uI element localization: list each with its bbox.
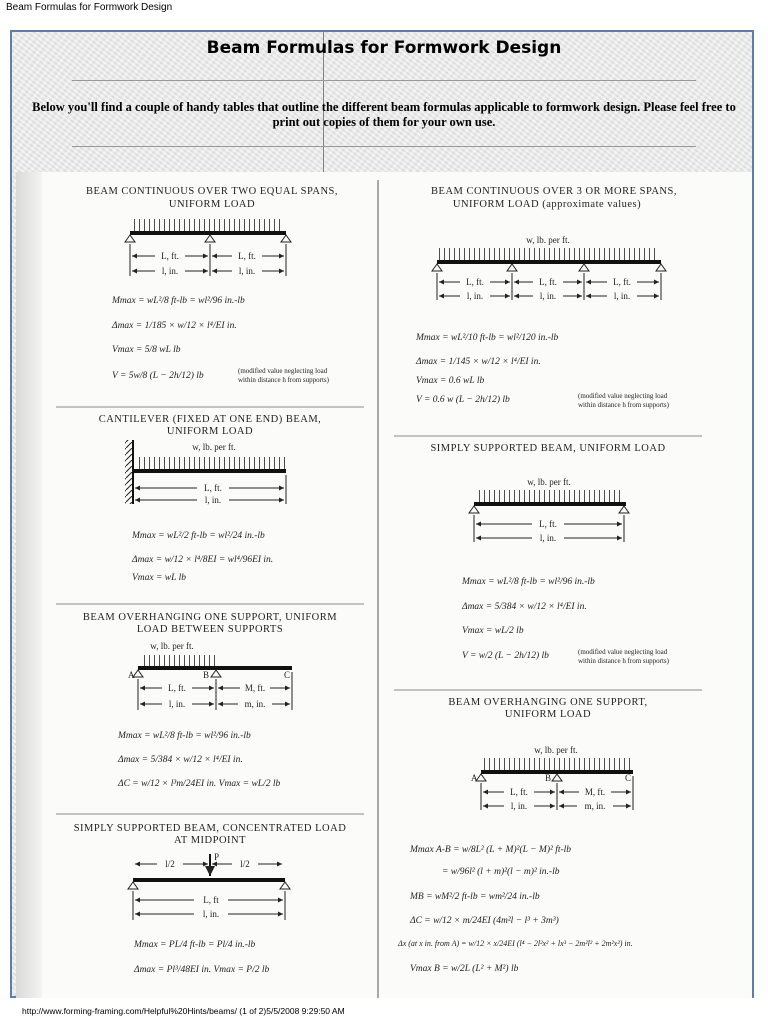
- section-title: BEAM CONTINUOUS OVER 3 OR MORE SPANS,: [431, 186, 677, 197]
- section-title: LOAD BETWEEN SUPPORTS: [136, 624, 284, 635]
- beam-formulas-scan: [42, 172, 752, 998]
- dim-label: l, in.: [204, 495, 222, 505]
- formula: Vmax = 5/8 wL lb: [112, 345, 181, 355]
- dim-label: L, ft.: [466, 277, 484, 287]
- status-bar-url: http://www.forming-framing.com/Helpful%20Hints/beams/ (1 of 2)5/5/2008 9:29:50 AM: [22, 1006, 345, 1016]
- dim-label: L, ft.: [539, 519, 557, 529]
- scan-edge-shadow: [16, 172, 42, 998]
- supports: [432, 264, 666, 271]
- section-simply-uniform: [430, 443, 669, 665]
- point-label: B: [203, 670, 210, 680]
- dim-label: l, in.: [202, 909, 220, 919]
- dim-label: l, in.: [161, 266, 179, 276]
- section-two-spans: [86, 186, 338, 384]
- uniform-load: [483, 758, 631, 770]
- formula: Δmax = 5/384 × w/12 × l⁴/EI in.: [118, 755, 243, 765]
- section-title: UNIFORM LOAD: [166, 426, 254, 437]
- window-title: Beam Formulas for Formwork Design: [6, 2, 173, 13]
- formula: Mmax = wL²/8 ft-lb = wl²/96 in.-lb: [112, 296, 245, 306]
- dim-label: l, in.: [466, 291, 484, 301]
- formula: V = 0.6 w (L − 2h/12) lb: [416, 395, 510, 405]
- section-title: BEAM OVERHANGING ONE SUPPORT,: [448, 697, 648, 708]
- note: (modified value neglecting load: [578, 392, 668, 400]
- formula: V = 5w/8 (L − 2h/12) lb: [112, 371, 204, 381]
- dim-label: L, ft.: [204, 483, 222, 493]
- beam: [474, 502, 626, 506]
- uniform-load: [140, 655, 216, 666]
- formula: = w/96l² (l + m)²(l − m)² in.-lb: [442, 867, 560, 877]
- section-title: AT MIDPOINT: [173, 835, 247, 846]
- section-title: UNIFORM LOAD (approximate values): [452, 199, 642, 210]
- dim-label: M, ft.: [244, 683, 266, 693]
- dim-label: m, in.: [244, 699, 266, 709]
- formula: Vmax = wL/2 lb: [462, 626, 524, 636]
- uniform-load: [136, 457, 286, 469]
- point-label: C: [625, 773, 632, 783]
- dim-label: L, ft.: [161, 251, 179, 261]
- dim-label: l, in.: [613, 291, 631, 301]
- beam: [133, 469, 286, 473]
- formula: Mmax = wL²/8 ft-lb = wl²/96 in.-lb: [118, 731, 251, 741]
- formula: ΔC = w/12 × m/24EI (4m²l − l³ + 3m³): [410, 916, 559, 926]
- dim-label: l, in.: [168, 699, 186, 709]
- load-label: w, lb. per ft.: [534, 745, 578, 755]
- dim-label: L, ft.: [168, 683, 186, 693]
- divider-bottom: [72, 146, 696, 147]
- section-cantilever: [99, 414, 322, 583]
- page-title: Beam Formulas for Formwork Design: [206, 38, 562, 58]
- dim-label: L, ft.: [238, 251, 256, 261]
- beam: [133, 878, 285, 882]
- point-label: B: [545, 773, 552, 783]
- formula: MB = wM²/2 ft-lb = wm²/24 in.-lb: [410, 892, 540, 902]
- note: within distance h from supports): [578, 401, 669, 409]
- supports: [125, 235, 291, 242]
- dim-label: l, in.: [539, 533, 557, 543]
- formula: V = w/2 (L − 2h/12) lb: [462, 651, 549, 661]
- formula: Δmax = 1/145 × w/12 × l⁴/EI in.: [416, 357, 541, 367]
- supports: [469, 506, 629, 513]
- formula: Δmax = 5/384 × w/12 × l⁴/EI in.: [462, 602, 587, 612]
- load-label: w, lb. per ft.: [527, 477, 571, 487]
- load-label: w, lb. per ft.: [526, 235, 570, 245]
- section-title: UNIFORM LOAD: [168, 199, 256, 210]
- load-label: w, lb. per ft.: [192, 442, 236, 452]
- dim-label: l/2: [165, 859, 175, 869]
- dim-label: L, ft.: [510, 787, 528, 797]
- wall: [125, 440, 133, 504]
- section-title: SIMPLY SUPPORTED BEAM, CONCENTRATED LOAD: [73, 823, 347, 834]
- formula: Mmax = wL²/10 ft-lb = wl²/120 in.-lb: [416, 333, 559, 343]
- formula: Δmax = w/12 × l⁴/8EI = wl⁴/96EI in.: [132, 555, 274, 565]
- section-title: BEAM OVERHANGING ONE SUPPORT, UNIFORM: [82, 612, 338, 623]
- dim-label: l, in.: [238, 266, 256, 276]
- section-title: BEAM CONTINUOUS OVER TWO EQUAL SPANS,: [85, 186, 339, 197]
- note: within distance h from supports): [578, 657, 669, 665]
- uniform-load: [132, 219, 284, 231]
- beam: [130, 231, 286, 235]
- formula: ΔC = w/12 × l³m/24EI in. Vmax = wL/2 lb: [118, 779, 281, 789]
- divider-top: [72, 80, 696, 81]
- section-concentrated: [74, 823, 347, 975]
- dim-label: l, in.: [510, 801, 528, 811]
- dim-label: l/2: [240, 859, 250, 869]
- dim-label: m, in.: [584, 801, 606, 811]
- formula: Vmax = wL lb: [132, 573, 187, 583]
- uniform-load: [476, 490, 624, 502]
- point-label: C: [284, 670, 291, 680]
- formula: Vmax B = w/2L (L² + M²) lb: [410, 964, 519, 974]
- intro-text: Below you'll find a couple of handy tables that outline the different beam formulas applicable to formwork design. Please feel free to print out copies of them for your own use.: [32, 100, 736, 129]
- section-overhang-between: [83, 612, 337, 789]
- formula: Δx (at x in. from A) = w/12 × x/24EI (l⁴ − 2l²x² + lx³ − 2m²l² + 2m²x²) in.: [398, 939, 633, 948]
- beam: [138, 666, 292, 670]
- point-label: A: [128, 670, 135, 680]
- section-title: UNIFORM LOAD: [504, 709, 592, 720]
- section-three-spans: [415, 186, 677, 409]
- formula: Vmax = 0.6 wL lb: [416, 376, 485, 386]
- beam: [437, 260, 661, 264]
- note: within distance h from supports): [238, 376, 329, 384]
- point-label: A: [471, 773, 478, 783]
- section-title: CANTILEVER (FIXED AT ONE END) BEAM,: [98, 414, 322, 425]
- formula: Δmax = 1/185 × w/12 × l⁴/EI in.: [112, 321, 237, 331]
- note: (modified value neglecting load: [578, 648, 668, 656]
- dim-label: M, ft.: [584, 787, 606, 797]
- load-label: w, lb. per ft.: [150, 641, 194, 651]
- supports: [128, 882, 290, 889]
- uniform-load: [439, 248, 659, 260]
- formula: Δmax = Pl³/48EI in. Vmax = P/2 lb: [134, 965, 270, 975]
- load-label: P: [214, 852, 220, 862]
- dim-label: L, ft.: [539, 277, 557, 287]
- section-title: SIMPLY SUPPORTED BEAM, UNIFORM LOAD: [430, 443, 666, 454]
- note: (modified value neglecting load: [238, 367, 328, 375]
- formula: Mmax = wL²/2 ft-lb = wl²/24 in.-lb: [132, 531, 265, 541]
- formula: Mmax = PL/4 ft-lb = Pl/4 in.-lb: [134, 940, 256, 950]
- dim-label: L, ft: [203, 895, 219, 905]
- section-overhang-uniform: [397, 697, 648, 974]
- dim-label: L, ft.: [613, 277, 631, 287]
- formula: Mmax A-B = w/8L² (L + M)²(L − M)² ft-lb: [410, 845, 572, 855]
- dim-label: l, in.: [539, 291, 557, 301]
- formula: Mmax = wL²/8 ft-lb = wl²/96 in.-lb: [462, 577, 595, 587]
